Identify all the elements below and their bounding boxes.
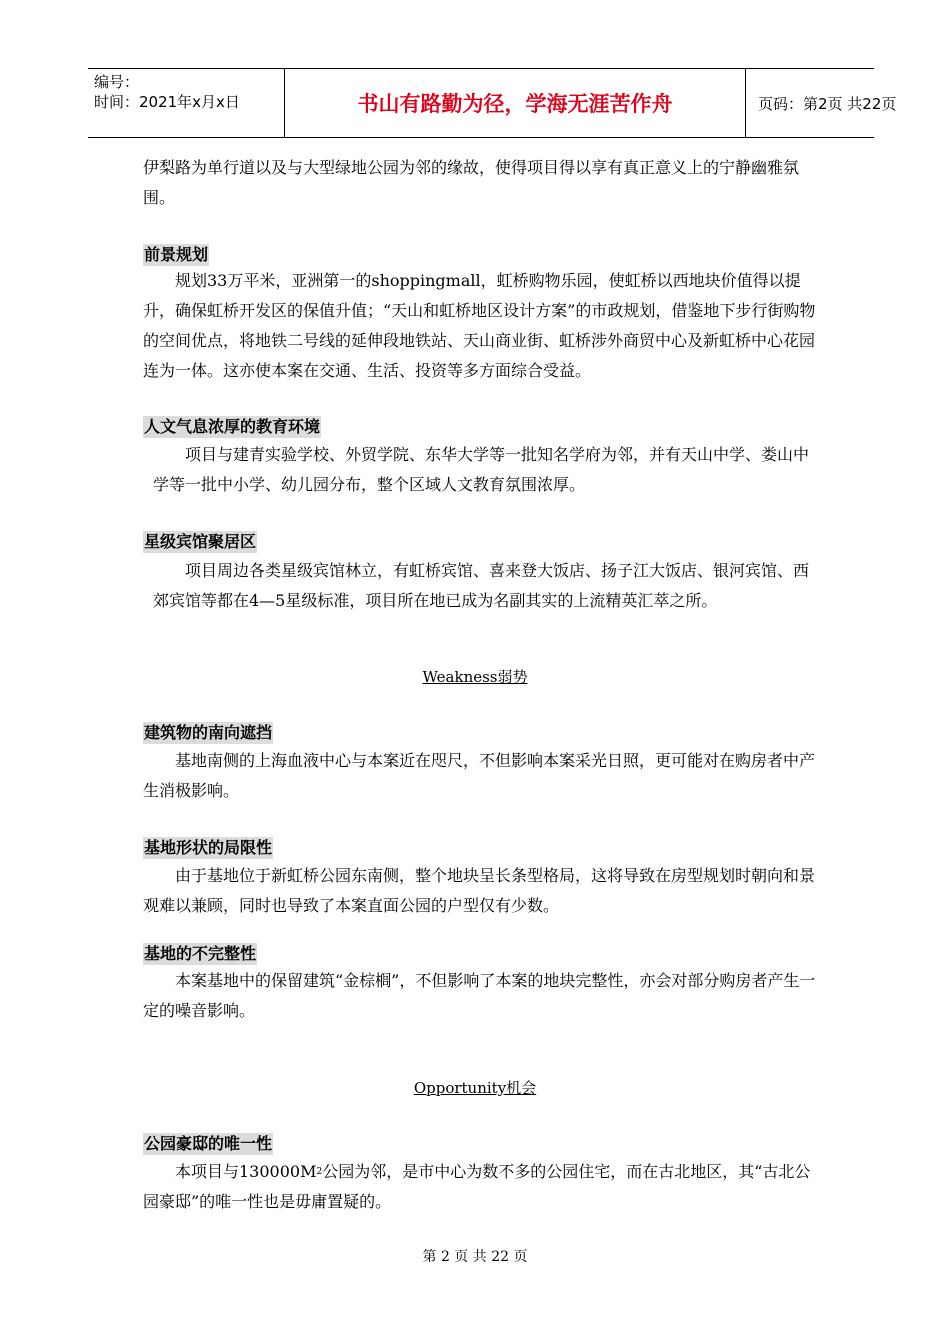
- park-text-before: 本项目与130000M: [175, 1162, 317, 1181]
- motto: 书山有路勤为径，学海无涯苦作舟: [357, 92, 673, 116]
- paragraph-education: 项目与建青实验学校、外贸学院、东华大学等一批知名学府为邻，并有天山中学、娄山中学等一批中小学、幼儿园分布，整个区域人文教育氛围浓厚。: [153, 445, 810, 494]
- time-label: 时间：2021年x月x日: [94, 93, 240, 111]
- heading-site-incomplete: 基地的不完整性: [144, 944, 257, 963]
- section-title-opportunity: Opportunity机会: [413, 1079, 537, 1097]
- paragraph-park-mansion: [143, 1157, 823, 1217]
- intro-paragraph: 伊梨路为单行道以及与大型绿地公园为邻的缘故，使得项目得以享有真正意义上的宁静幽雅氛围。: [143, 158, 800, 207]
- heading-prospect-planning: 前景规划: [144, 245, 209, 264]
- header-meta: [88, 69, 284, 137]
- paragraph-site-incomplete: 本案基地中的保留建筑“金棕榈”，不但影响了本案的地块完整性，亦会对部分购房者产生一定的噪音影响。: [143, 971, 816, 1020]
- park-text-after: 公园为邻，是市中心为数不多的公园住宅，而在古北地区，其“古北公园豪邸”的唯一性也是毋庸置疑的。: [143, 1162, 811, 1211]
- heading-site-shape: 基地形状的局限性: [144, 838, 273, 857]
- page-footer: 第 2 页 共 22 页: [422, 1249, 528, 1265]
- heading-hotels: 星级宾馆聚居区: [144, 532, 257, 551]
- header-page-label: 页码：第2页 共22页: [758, 94, 897, 113]
- number-label: 编号：: [94, 73, 140, 91]
- paragraph-site-shape: 由于基地位于新虹桥公园东南侧，整个地块呈长条型格局，这将导致在房型规划时朝向和景观难以兼顾，同时也导致了本案直面公园的户型仅有少数。: [143, 866, 816, 915]
- heading-park-mansion: 公园豪邸的唯一性: [144, 1134, 273, 1153]
- heading-south-blocking: 建筑物的南向遮挡: [144, 723, 273, 742]
- heading-education: 人文气息浓厚的教育环境: [144, 417, 321, 436]
- paragraph-prospect-planning: 规划33万平米，亚洲第一的shoppingmall，虹桥购物乐园，使虹桥以西地块价值得以提升，确保虹桥开发区的保值升值；“天山和虹桥地区设计方案”的市政规划，借鉴地下步行街购物的空间优点，将地铁二号线的延伸段地铁站、天山商业街、虹桥涉外商贸中心及新虹桥中心花园连为一体。这亦使本案在交通、生活、投资等多方面综合受益。: [143, 271, 816, 380]
- page-header: [88, 68, 897, 138]
- paragraph-hotels: 项目周边各类星级宾馆林立，有虹桥宾馆、喜来登大饭店、扬子江大饭店、银河宾馆、西郊宾馆等都在4—5星级标准，项目所在地已成为名副其实的上流精英汇萃之所。: [153, 561, 810, 610]
- header-motto-cell: [284, 69, 746, 137]
- paragraph-south-blocking: 基地南侧的上海血液中心与本案近在咫尺，不但影响本案采光日照，更可能对在购房者中产生消极影响。: [143, 751, 816, 800]
- superscript: 2: [316, 1167, 323, 1177]
- section-title-weakness: Weakness弱势: [422, 668, 528, 686]
